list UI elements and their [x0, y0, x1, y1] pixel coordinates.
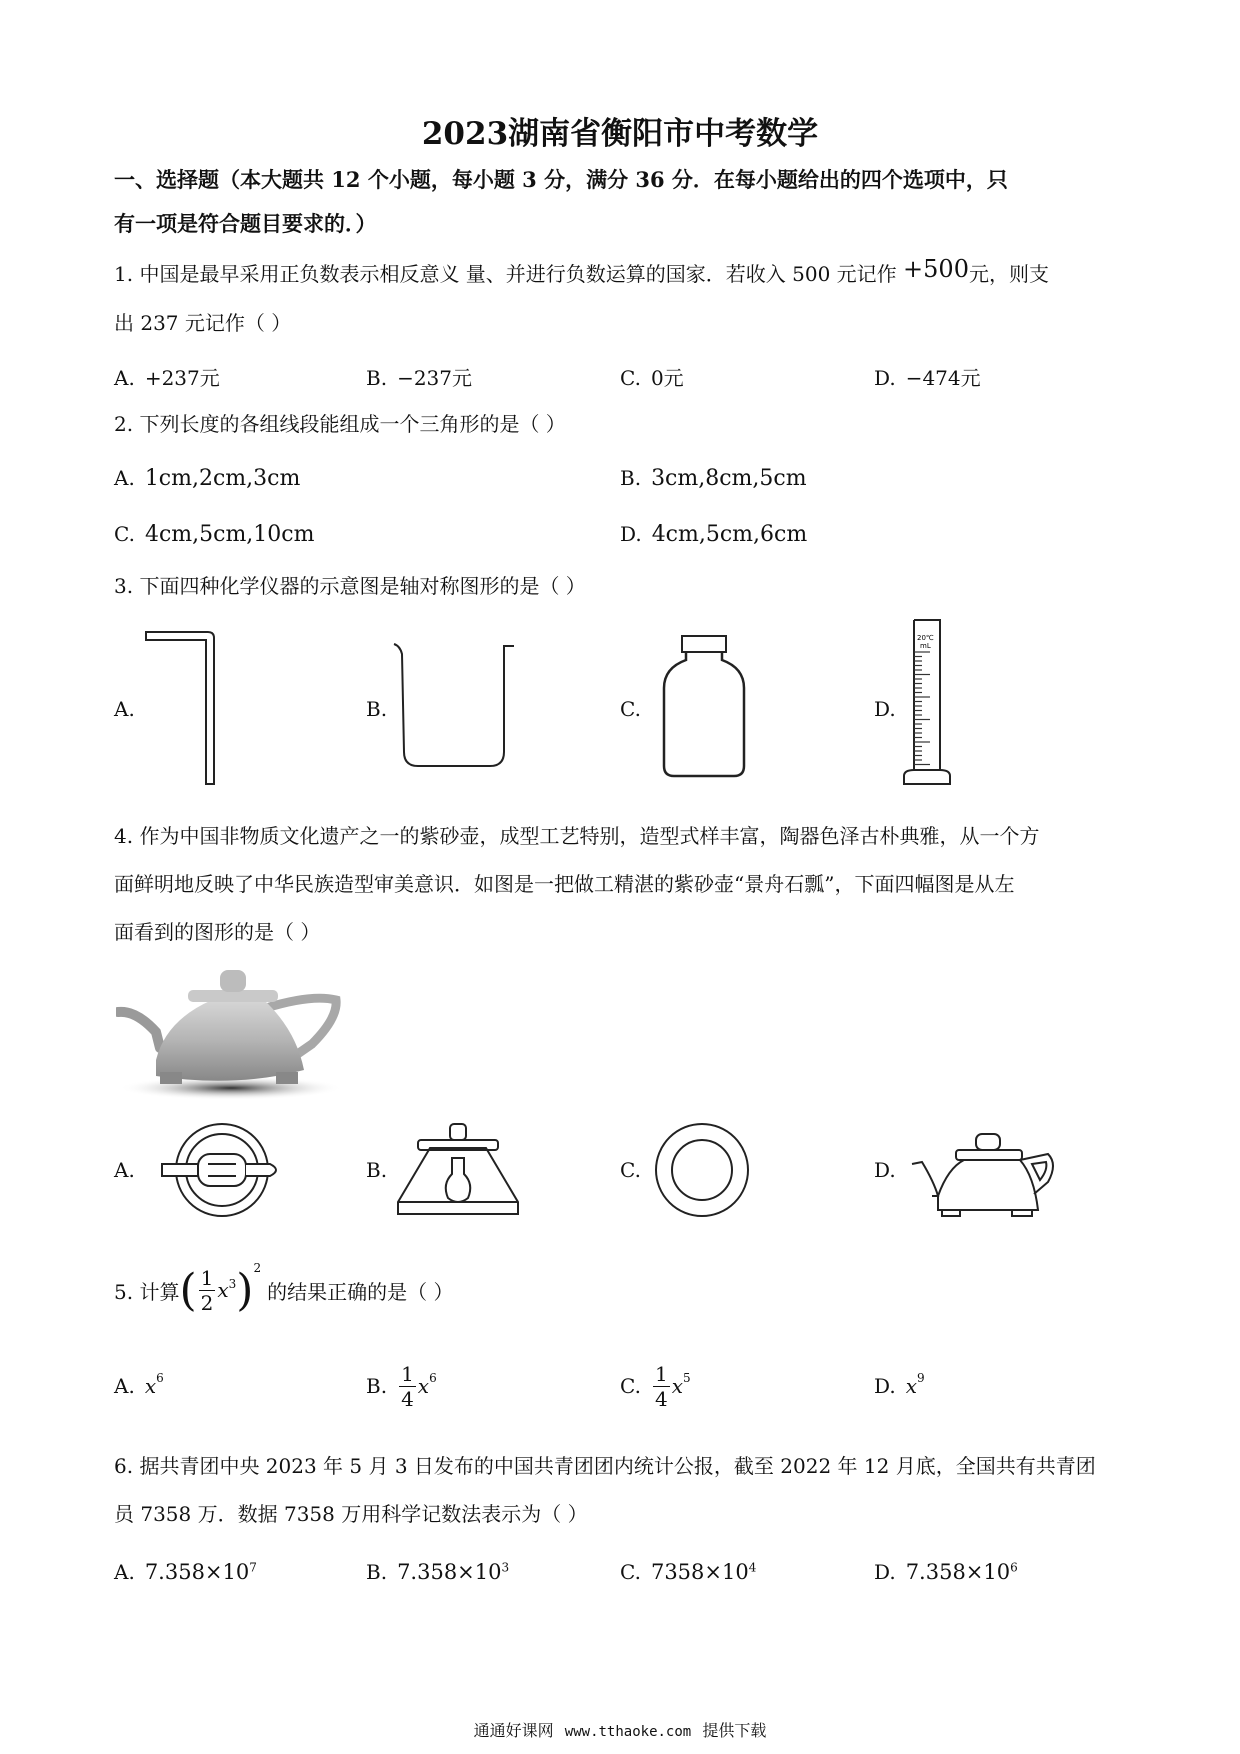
bent-tube-figure: [140, 628, 220, 788]
graduated-cylinder-figure: [900, 616, 960, 792]
q4-option-b-letter: B.: [366, 1158, 388, 1182]
q1-option-b: [366, 362, 472, 391]
q1-option-d: [874, 362, 981, 391]
option-var: x: [671, 1374, 683, 1398]
frac-num: 1: [200, 1265, 214, 1290]
teapot-front-view-figure: [394, 1118, 522, 1222]
q2-text: 2. 下列长度的各组线段能组成一个三角形的是（ ）: [114, 412, 566, 436]
q6-option-a: [114, 1560, 257, 1584]
q4-option-d-letter: D.: [874, 1158, 896, 1182]
q5-exp-inner: 3: [228, 1277, 237, 1291]
page-title: 2023湖南省衡阳市中考数学: [421, 116, 819, 152]
footer-suffix: 提供下载: [702, 1721, 767, 1740]
cylinder-temp-label: 20℃: [917, 634, 934, 642]
option-letter: D.: [874, 1374, 896, 1398]
q5-var: x: [217, 1278, 229, 1302]
option-exp: 5: [682, 1371, 691, 1385]
beaker-figure: [390, 640, 520, 770]
q3-option-b-letter: B.: [366, 697, 388, 721]
option-text: 1cm,2cm,3cm: [144, 466, 301, 491]
q1-option-a: [114, 362, 220, 391]
option-exp: 4: [748, 1560, 757, 1575]
q5-exp-outer: 2: [253, 1261, 262, 1275]
option-base: 7.358×10: [397, 1560, 502, 1584]
q6-option-b: [366, 1560, 509, 1584]
option-exp: 9: [916, 1371, 925, 1385]
option-exp: 6: [1010, 1560, 1018, 1575]
q2-option-b: [620, 466, 807, 491]
q4-line3: 面看到的图形的是（ ）: [114, 920, 321, 944]
option-letter: A.: [114, 1374, 135, 1398]
q6-option-c: [620, 1560, 756, 1584]
page-footer: [0, 1718, 1240, 1741]
option-letter: A.: [114, 366, 135, 390]
option-base: 7358×10: [650, 1560, 749, 1584]
option-text: −474元: [905, 366, 981, 390]
frac-num: 1: [401, 1361, 414, 1386]
q4-option-a-letter: A.: [114, 1158, 135, 1182]
q2-option-d: [620, 522, 807, 547]
cylinder-unit-label: mL: [920, 642, 931, 650]
q1-line1: [114, 249, 1134, 298]
option-exp: 6: [429, 1371, 437, 1385]
option-base: 7.358×10: [905, 1560, 1011, 1584]
option-var: x: [417, 1374, 430, 1398]
option-exp: 3: [501, 1560, 510, 1575]
option-letter: B.: [366, 366, 388, 390]
option-letter: C.: [114, 522, 135, 546]
option-text: −237元: [397, 366, 472, 390]
q3-option-c-letter: C.: [620, 697, 641, 721]
q1-plus500: +500: [903, 255, 969, 283]
teapot-top-view-figure: [158, 1120, 286, 1220]
q2-option-c: [114, 522, 314, 547]
q5-prefix: 5. 计算: [114, 1279, 180, 1304]
option-letter: A.: [114, 466, 135, 490]
option-letter: B.: [366, 1560, 388, 1584]
q5-option-c: [620, 1356, 691, 1416]
frac-den: 4: [654, 1386, 668, 1411]
q4-line2: 面鲜明地反映了中华民族造型审美意识．如图是一把做工精湛的紫砂壶“景舟石瓢”，下面四幅图是从左: [114, 872, 1015, 896]
teapot-bottom-view-figure: [652, 1120, 752, 1220]
option-var: x: [144, 1374, 157, 1398]
option-letter: C.: [620, 1560, 641, 1584]
option-fraction: [653, 1362, 670, 1411]
frac-den: 4: [401, 1386, 414, 1411]
footer-link[interactable]: www.tthaoke.com: [564, 1724, 692, 1740]
option-text: 4cm,5cm,10cm: [144, 522, 315, 547]
q6-option-d: [874, 1560, 1018, 1584]
q4-option-c-letter: C.: [620, 1158, 641, 1182]
teapot-photo: [116, 960, 346, 1102]
option-letter: B.: [620, 466, 642, 490]
q6-line1: 6. 据共青团中央 2023 年 5 月 3 日发布的中国共青团团内统计公报，截至 2022 年 12 月底，全国共有共青团: [114, 1454, 1096, 1478]
q5-fraction: [199, 1266, 216, 1315]
teapot-side-view-figure: [908, 1124, 1060, 1218]
q1-line2: 出 237 元记作（ ）: [114, 311, 292, 335]
bottle-figure: [660, 632, 750, 780]
q6-line2: 员 7358 万．数据 7358 万用科学记数法表示为（ ）: [114, 1502, 588, 1526]
q1-text-b: 元，则支: [968, 262, 1049, 286]
footer-site-name: 通通好课网: [473, 1721, 554, 1740]
q5-option-d: [874, 1356, 925, 1416]
q5-line: [114, 1250, 453, 1330]
q5-option-b: [366, 1356, 437, 1416]
option-letter: D.: [874, 366, 896, 390]
option-letter: B.: [366, 1374, 388, 1398]
q5-suffix: 的结果正确的是（ ）: [267, 1279, 454, 1304]
option-letter: D.: [620, 522, 642, 546]
q5-option-a: [114, 1356, 164, 1416]
q4-line1: 4. 作为中国非物质文化遗产之一的紫砂壶，成型工艺特别，造型式样丰富，陶器色泽古朴典雅，从一个方: [114, 824, 1040, 848]
frac-den: 2: [200, 1290, 214, 1315]
q3-option-a-letter: A.: [114, 697, 135, 721]
section-heading-line2: 有一项是符合题目要求的．）: [114, 211, 377, 236]
option-letter: C.: [620, 366, 641, 390]
option-exp: 7: [249, 1560, 257, 1575]
option-letter: A.: [114, 1560, 135, 1584]
q1-text-a: 1. 中国是最早采用正负数表示相反意义 量、并进行负数运算的国家．若收入 500 元记作: [114, 262, 904, 286]
frac-num: 1: [654, 1361, 668, 1386]
section-heading-line1: 一、选择题（本大题共 12 个小题，每小题 3 分，满分 36 分．在每小题给出的四个选项中，只: [114, 167, 1008, 192]
option-letter: C.: [620, 1374, 641, 1398]
option-base: 7.358×10: [144, 1560, 250, 1584]
left-paren: (: [179, 1264, 197, 1316]
q1-option-c: [620, 362, 684, 391]
option-text: 0元: [650, 366, 684, 390]
q3-option-d-letter: D.: [874, 697, 896, 721]
right-paren: ): [236, 1264, 254, 1316]
option-exp: 6: [156, 1371, 164, 1385]
option-var: x: [905, 1374, 917, 1398]
option-letter: D.: [874, 1560, 896, 1584]
q2-option-a: [114, 466, 300, 491]
option-text: 3cm,8cm,5cm: [651, 466, 807, 491]
option-text: +237元: [144, 366, 220, 390]
option-text: 4cm,5cm,6cm: [651, 522, 808, 547]
q3-text: 3. 下面四种化学仪器的示意图是轴对称图形的是（ ）: [114, 574, 586, 598]
option-fraction: [399, 1362, 416, 1411]
